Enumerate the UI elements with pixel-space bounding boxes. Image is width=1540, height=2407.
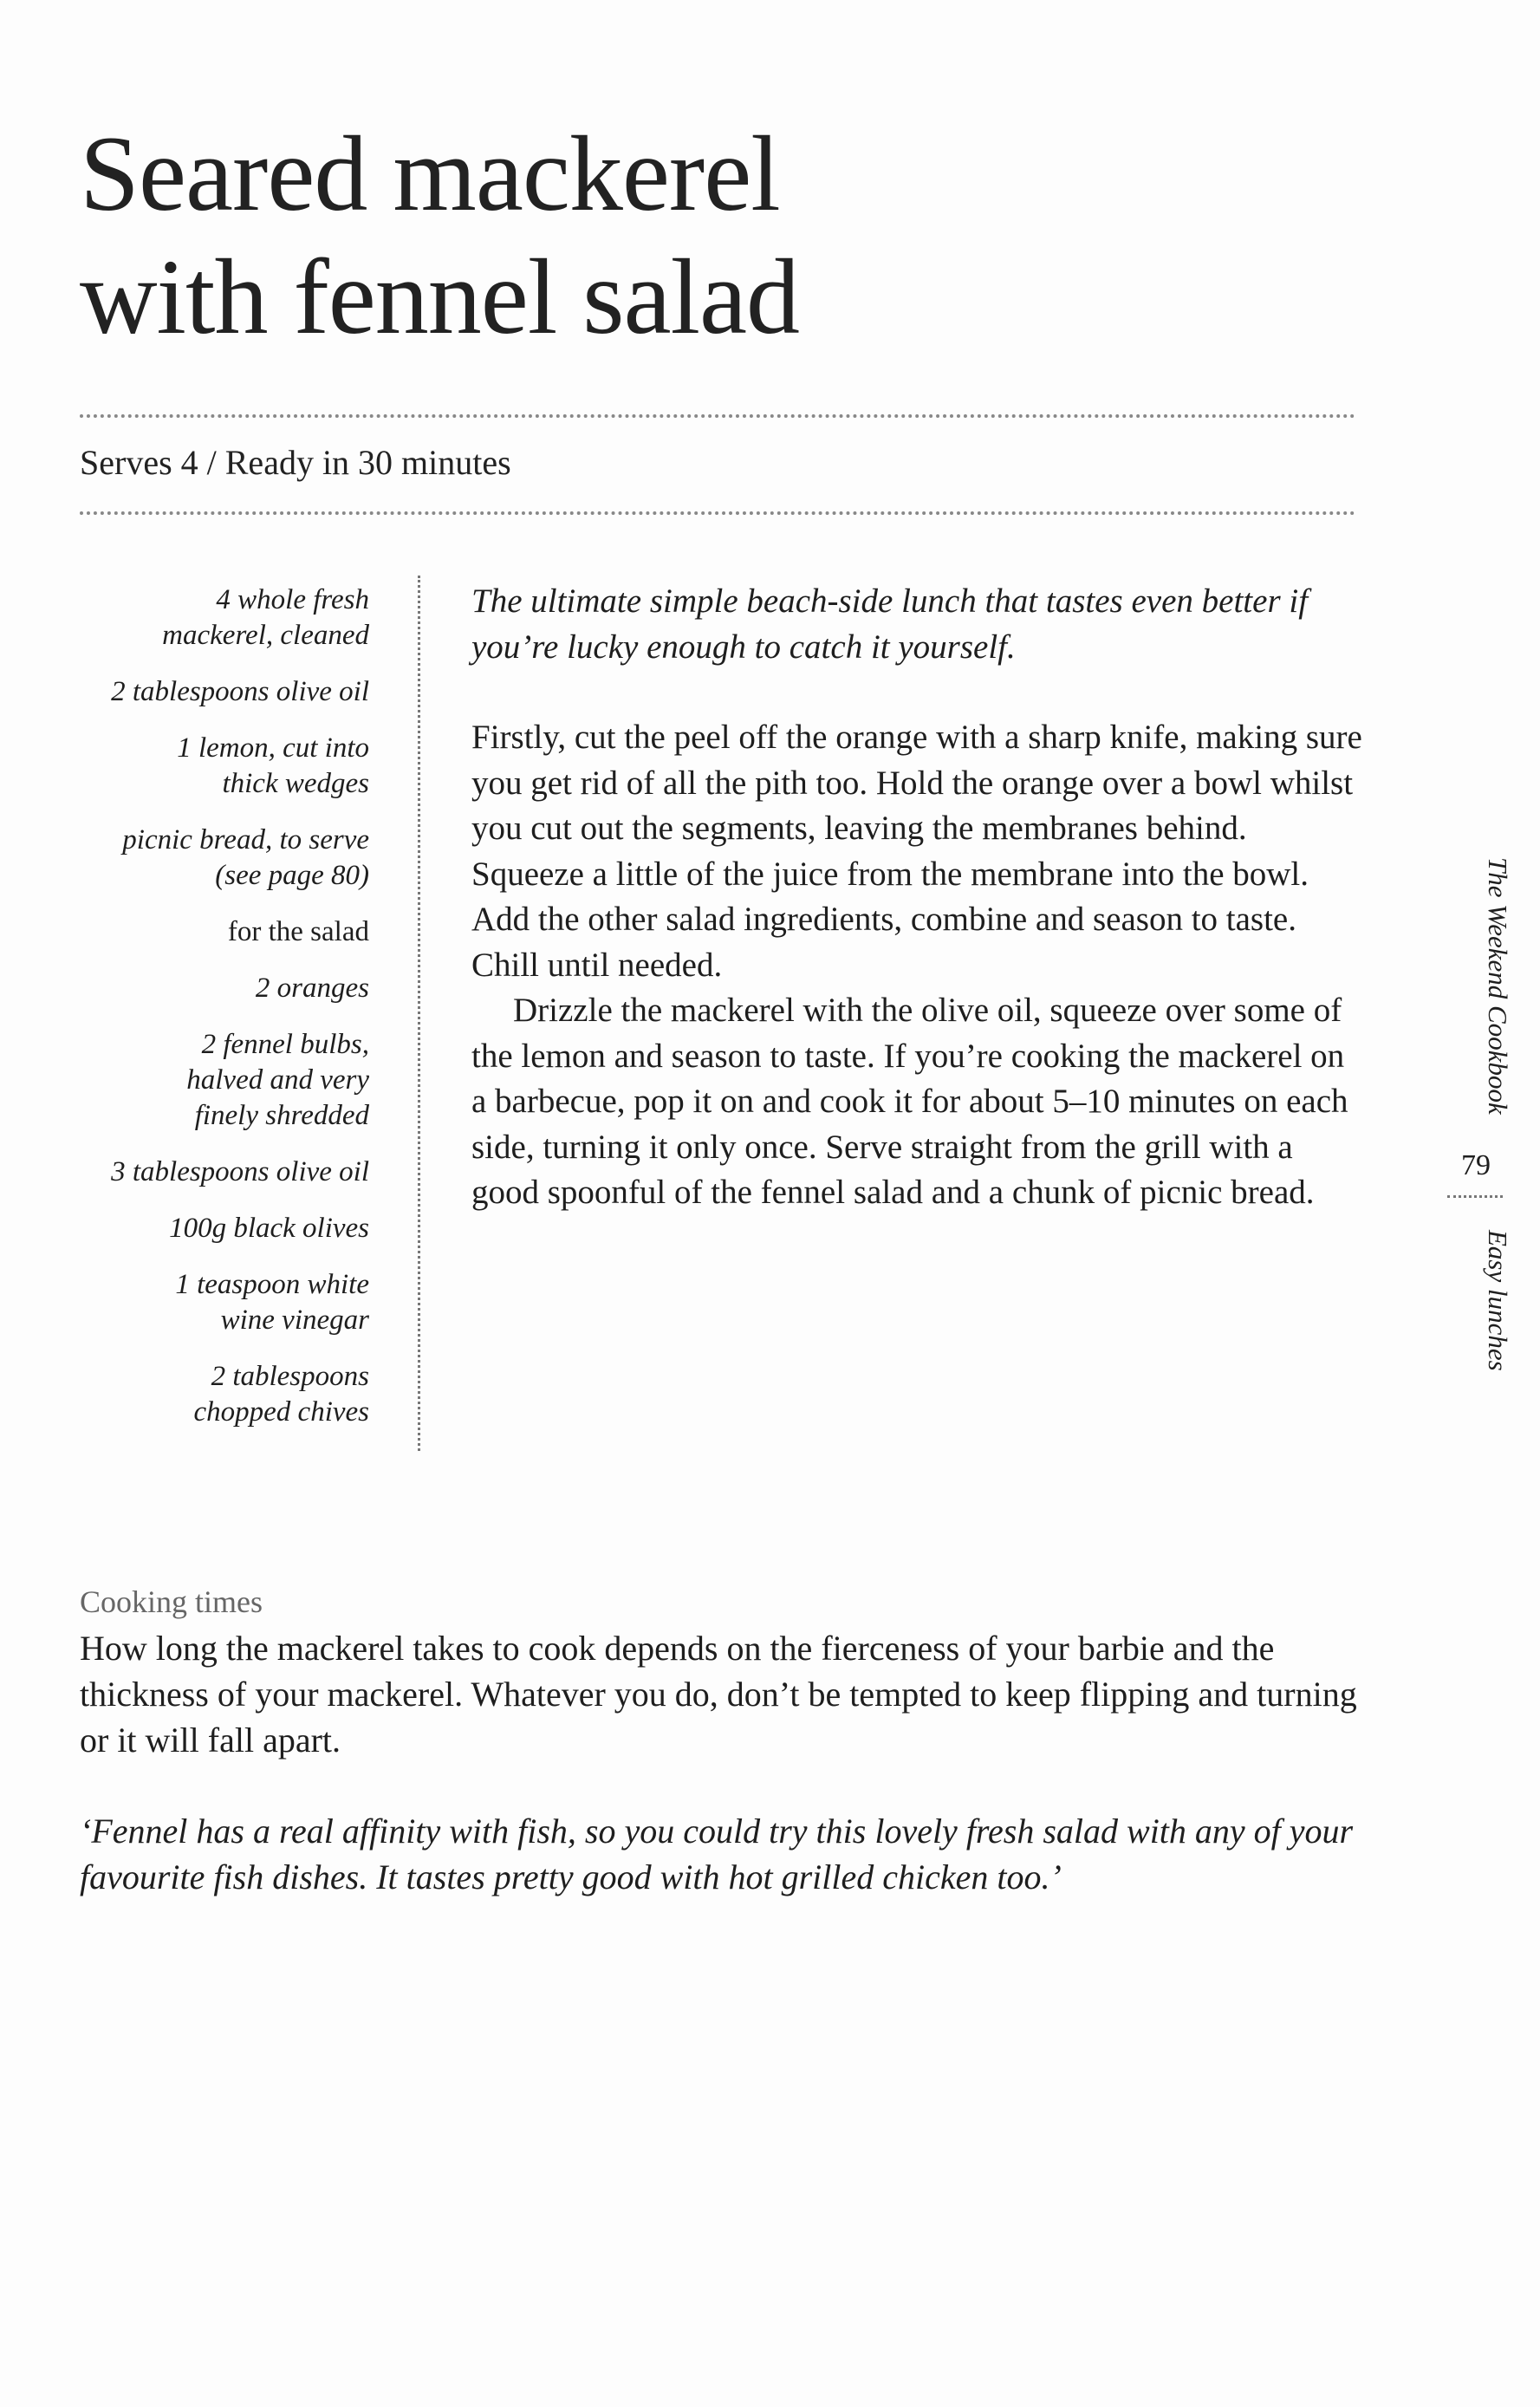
- serves-ready-info: Serves 4 / Ready in 30 minutes: [80, 443, 511, 482]
- ingredient-line: thick wedges: [222, 768, 369, 799]
- book-title: The Weekend Cookbook: [1483, 856, 1513, 1115]
- divider: [80, 511, 1355, 515]
- ingredient-line: finely shredded: [194, 1100, 369, 1131]
- ingredient-line: 3 tablespoons olive oil: [111, 1156, 369, 1187]
- intro-text: The ultimate simple beach-side lunch that tastes even better if you’re lucky enough to catch it yourself.: [471, 582, 1309, 666]
- ingredient: [52, 1155, 369, 1190]
- ingredient: [52, 823, 369, 894]
- ingredient-line: 1 teaspoon white: [175, 1269, 369, 1300]
- ingredient-line: (see page 80): [215, 860, 369, 891]
- ingredient: [52, 1267, 369, 1338]
- ingredient-line: wine vinegar: [220, 1304, 369, 1336]
- ingredient: [52, 1211, 369, 1246]
- ingredient-line: mackerel, cleaned: [162, 620, 369, 651]
- tip-heading: Cooking times: [80, 1584, 263, 1619]
- page-number: 79: [1461, 1149, 1491, 1181]
- ingredient-line: 1 lemon, cut into: [177, 732, 369, 764]
- ingredient-line: 2 oranges: [255, 973, 369, 1004]
- ingredient-line: 4 whole fresh: [216, 584, 369, 615]
- salad-heading: for the salad: [227, 916, 369, 947]
- divider: [80, 414, 1355, 418]
- ingredient-line: 100g black olives: [169, 1213, 369, 1244]
- ingredient-line: 2 tablespoons: [211, 1361, 369, 1392]
- ingredient: [52, 731, 369, 802]
- ingredient: [52, 1027, 369, 1134]
- ingredient-line: halved and very: [186, 1064, 369, 1096]
- method-paragraph: Firstly, cut the peel off the orange with a sharp knife, making sure you get rid of all the pith too. Hold the orange over a bowl whilst you cut out the segments, leaving the membranes behind. Squeeze a little of the juice from the membrane into the bowl. Add the other salad ingredients, combine and season to taste. Chill until needed.: [471, 719, 1362, 984]
- method-column: [471, 579, 1364, 1216]
- tip-text: How long the mackerel takes to cook depends on the fierceness of your barbie and the thickness of your mackerel. Whatever you do, don’t be tempted to keep flipping and turning or it will fall apart.: [80, 1629, 1357, 1760]
- chapter-name: Easy lunches: [1483, 1229, 1513, 1371]
- sidebar-divider: [1447, 1195, 1503, 1198]
- ingredient: [52, 1359, 369, 1430]
- ingredient: [52, 582, 369, 654]
- title-line: Seared mackerel: [80, 114, 780, 233]
- ingredient: [52, 971, 369, 1006]
- chef-quote: ‘Fennel has a real affinity with fish, so you could try this lovely fresh salad with any of your favourite fish dishes. It tastes pretty good with hot grilled chicken too.’: [80, 1812, 1354, 1896]
- method-paragraph: Drizzle the mackerel with the olive oil, squeeze over some of the lemon and season to taste. If you’re cooking the mackerel on a barbecue, pop it on and cook it for about 5–10 minutes on each side, turning it only once. Serve straight from the grill with a good spoonful of the fennel salad and a chunk of picnic bread.: [471, 992, 1348, 1211]
- recipe-title: [80, 113, 799, 359]
- ingredient: [52, 674, 369, 710]
- column-divider: [418, 576, 420, 1451]
- tip-section: [80, 1579, 1362, 1900]
- title-line: with fennel salad: [80, 237, 800, 356]
- ingredients-list: [52, 582, 369, 1451]
- ingredient-line: 2 tablespoons olive oil: [111, 676, 369, 707]
- ingredient-line: chopped chives: [193, 1396, 369, 1428]
- ingredient-line: picnic bread, to serve: [122, 824, 369, 855]
- ingredient-line: 2 fennel bulbs,: [201, 1029, 369, 1060]
